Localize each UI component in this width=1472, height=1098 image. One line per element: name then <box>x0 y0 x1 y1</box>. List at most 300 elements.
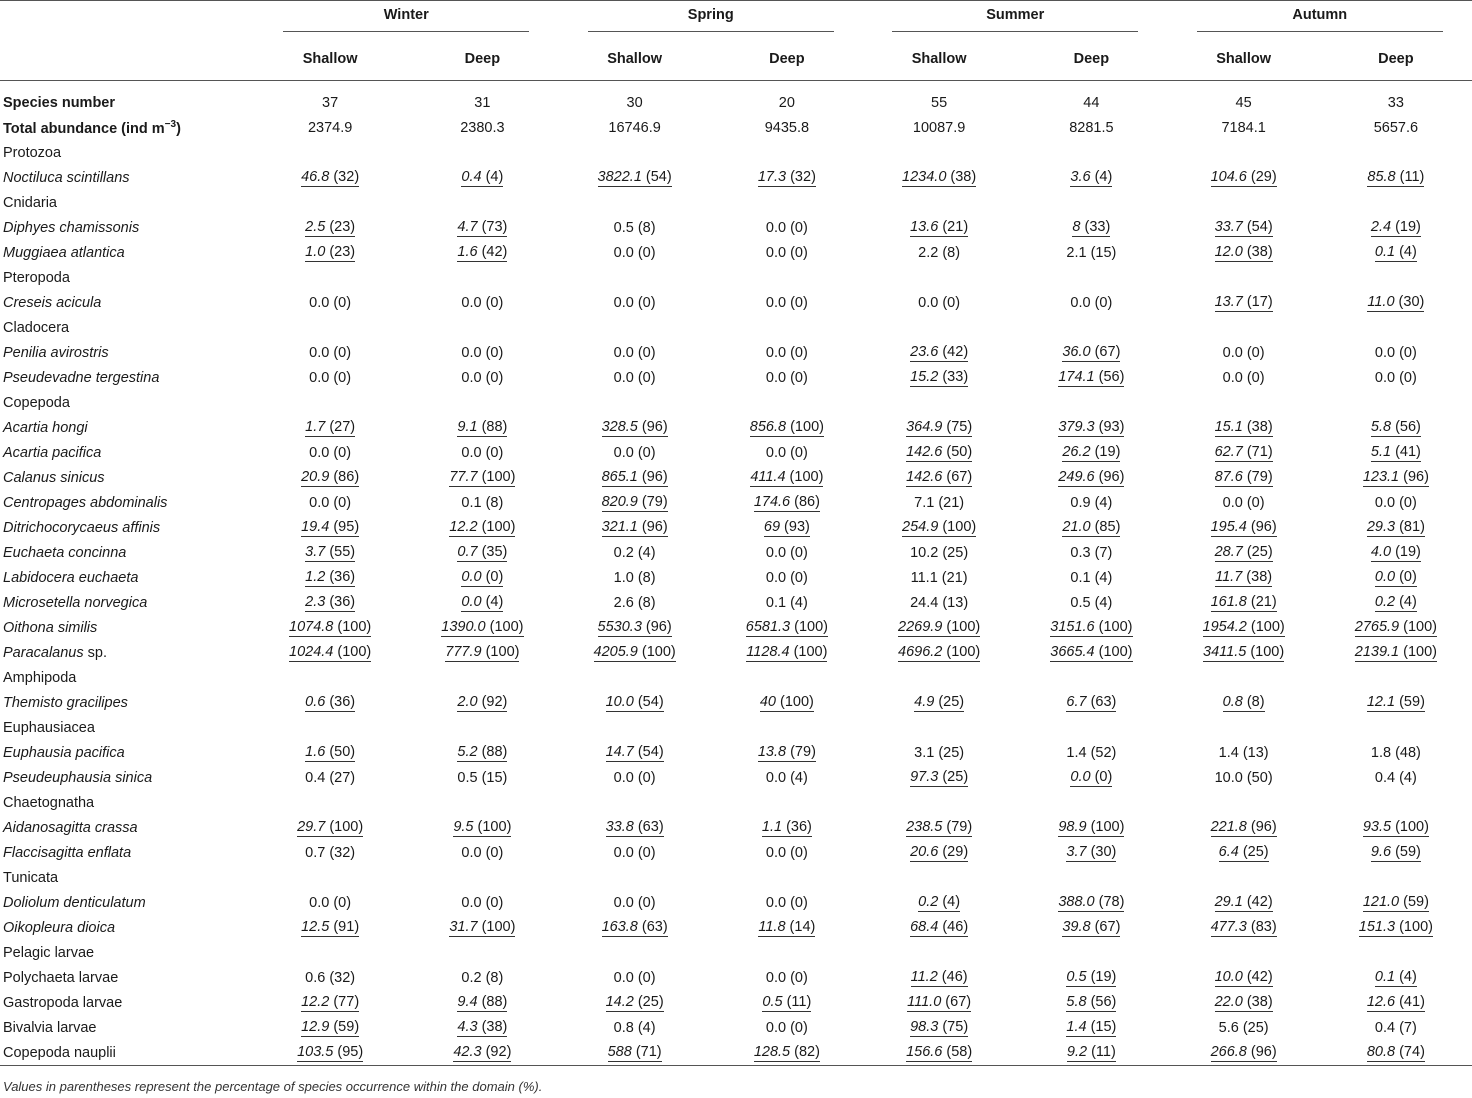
cell-value <box>863 365 1015 390</box>
abundance-value: 161.8 <box>1210 593 1247 610</box>
abundance-value: 14.2 <box>605 993 634 1010</box>
cell-value <box>406 440 558 465</box>
abundance-value: 2765.9 <box>1354 618 1400 635</box>
abundance-value: 2139.1 <box>1354 643 1400 660</box>
cell-value <box>1320 365 1472 390</box>
occurrence-percent: (36) <box>782 818 812 835</box>
row-label: Calanus sinicus <box>3 469 105 486</box>
occurrence-percent: (15) <box>477 769 508 786</box>
cell-value <box>559 515 711 540</box>
cell-value <box>559 615 711 640</box>
occurrence-percent: (38) <box>1242 418 1273 435</box>
cell-value <box>406 290 558 315</box>
species-row <box>0 540 1472 565</box>
cell-value: 16746.9 <box>608 119 661 136</box>
abundance-value: 151.3 <box>1358 918 1396 935</box>
occurrence-percent: (41) <box>1395 993 1425 1010</box>
abundance-value: 31.7 <box>449 918 478 935</box>
occurrence-percent: (14) <box>785 918 816 935</box>
cell-value <box>863 740 1015 765</box>
species-row <box>0 340 1472 365</box>
cell-value <box>559 815 711 840</box>
abundance-value: 7.1 <box>914 494 935 511</box>
cell-value <box>406 340 558 365</box>
occurrence-percent: (71) <box>631 1043 662 1060</box>
abundance-value: 0.8 <box>1222 693 1243 710</box>
cell-value <box>254 1040 406 1066</box>
cell-value <box>1015 690 1167 715</box>
abundance-value: 1.1 <box>761 818 783 835</box>
abundance-value: 2.5 <box>305 218 326 235</box>
cell-value <box>254 165 406 190</box>
abundance-value: 77.7 <box>449 468 478 485</box>
cell-value <box>1320 565 1472 590</box>
occurrence-percent: (4) <box>481 593 504 610</box>
cell-value <box>711 490 863 515</box>
abundance-value: 13.7 <box>1214 293 1243 310</box>
occurrence-percent: (100) <box>477 468 516 485</box>
cell-value <box>1015 415 1167 440</box>
occurrence-percent: (54) <box>633 693 664 710</box>
occurrence-percent: (38) <box>1242 243 1273 260</box>
abundance-value: 0.4 <box>1374 1019 1396 1036</box>
occurrence-percent: (0) <box>481 568 504 585</box>
cell-value <box>559 240 711 265</box>
occurrence-percent: (88) <box>477 418 508 435</box>
abundance-value: 0.4 <box>305 769 326 786</box>
depth-header: Deep <box>769 50 805 67</box>
abundance-value: 0.0 <box>613 294 634 311</box>
cell-value <box>1015 765 1167 790</box>
cell-value <box>254 290 406 315</box>
abundance-value: 4205.9 <box>593 643 638 660</box>
cell-value <box>559 740 711 765</box>
abundance-value: 0.0 <box>461 369 482 386</box>
cell-value: 5657.6 <box>1373 119 1419 136</box>
occurrence-percent: (4) <box>1090 494 1113 511</box>
occurrence-percent: (0) <box>786 544 808 561</box>
abundance-value: 10.2 <box>910 544 939 561</box>
occurrence-percent: (86) <box>329 468 360 485</box>
abundance-value: 87.6 <box>1214 468 1243 485</box>
abundance-value: 4.0 <box>1370 543 1392 560</box>
abundance-value: 0.4 <box>461 168 482 185</box>
cell-value <box>559 840 711 865</box>
row-label: Labidocera euchaeta <box>3 569 139 586</box>
cell-value <box>1320 290 1472 315</box>
cell-value <box>711 515 863 540</box>
abundance-value: 2.4 <box>1370 218 1392 235</box>
group-label: Amphipoda <box>3 669 77 686</box>
cell-value <box>1015 290 1167 315</box>
cell-value <box>863 440 1015 465</box>
cell-value <box>254 240 406 265</box>
abundance-value: 0.0 <box>1222 494 1243 511</box>
abundance-value: 68.4 <box>910 918 939 935</box>
row-label: Polychaeta larvae <box>3 969 119 986</box>
abundance-value: 388.0 <box>1058 893 1095 910</box>
occurrence-percent: (100) <box>786 418 824 435</box>
row-label: Noctiluca scintillans <box>3 169 130 186</box>
abundance-value: 1.8 <box>1370 744 1392 761</box>
cell-value <box>1015 990 1167 1015</box>
occurrence-percent: (100) <box>785 468 824 485</box>
species-row <box>0 765 1472 790</box>
cell-value <box>711 815 863 840</box>
abundance-value: 0.5 <box>1070 594 1091 611</box>
cell-value <box>1015 340 1167 365</box>
cell-value <box>1015 215 1167 240</box>
occurrence-percent: (100) <box>481 643 520 660</box>
occurrence-percent: (35) <box>477 543 508 560</box>
occurrence-percent: (54) <box>641 168 672 185</box>
abundance-value: 0.0 <box>1222 344 1243 361</box>
abundance-value: 103.5 <box>297 1043 334 1060</box>
abundance-value: 23.6 <box>910 343 939 360</box>
cell-value <box>711 1015 863 1040</box>
abundance-value: 0.0 <box>309 369 330 386</box>
abundance-value: 856.8 <box>749 418 787 435</box>
occurrence-percent: (100) <box>789 643 828 660</box>
row-label: Microsetella norvegica <box>3 594 148 611</box>
abundance-value: 0.0 <box>613 844 634 861</box>
cell-value <box>1168 365 1320 390</box>
species-row <box>0 365 1472 390</box>
cell-value <box>863 590 1015 615</box>
abundance-value: 85.8 <box>1367 168 1396 185</box>
abundance-value: 3822.1 <box>597 168 642 185</box>
cell-value <box>863 490 1015 515</box>
occurrence-percent: (19) <box>1391 218 1421 235</box>
abundance-value: 1390.0 <box>441 618 486 635</box>
cell-value <box>406 765 558 790</box>
abundance-value: 1074.8 <box>289 618 334 635</box>
cell-value <box>711 215 863 240</box>
occurrence-percent: (30) <box>1394 293 1425 310</box>
cell-value <box>711 440 863 465</box>
cell-value: 33 <box>1387 94 1404 111</box>
occurrence-percent: (0) <box>633 844 656 861</box>
corner-cell <box>0 1 254 38</box>
abundance-value: 62.7 <box>1214 443 1243 460</box>
cell-value <box>711 290 863 315</box>
abundance-value: 3.7 <box>305 543 326 560</box>
cell-value <box>254 415 406 440</box>
abundance-value: 13.6 <box>910 218 939 235</box>
abundance-value: 0.3 <box>1070 544 1091 561</box>
cell-value <box>559 165 711 190</box>
abundance-value: 0.0 <box>309 344 330 361</box>
abundance-value: 5.2 <box>457 743 478 760</box>
cell-value <box>711 765 863 790</box>
occurrence-percent: (92) <box>481 1043 512 1060</box>
cell-value <box>406 165 558 190</box>
cell-value <box>711 890 863 915</box>
abundance-value: 411.4 <box>750 468 786 485</box>
occurrence-percent: (0) <box>329 369 352 386</box>
abundance-value: 26.2 <box>1062 443 1091 460</box>
abundance-value: 0.0 <box>765 969 787 986</box>
cell-value <box>1320 965 1472 990</box>
abundance-value: 8 <box>1072 218 1081 235</box>
abundance-value: 0.0 <box>309 444 330 461</box>
occurrence-percent: (96) <box>641 618 672 635</box>
cell-value <box>254 840 406 865</box>
cell-value <box>1168 515 1320 540</box>
abundance-value: 3665.4 <box>1050 643 1095 660</box>
cell-value <box>1320 165 1472 190</box>
group-label: Pelagic larvae <box>3 944 95 961</box>
occurrence-percent: (63) <box>1086 693 1117 710</box>
cell-value: 30 <box>626 94 643 111</box>
cell-value <box>559 440 711 465</box>
row-label: Acartia pacifica <box>3 444 102 461</box>
cell-value <box>1015 890 1167 915</box>
occurrence-percent: (0) <box>481 844 504 861</box>
abundance-value: 28.7 <box>1214 543 1243 560</box>
cell-value <box>863 165 1015 190</box>
abundance-value: 1.4 <box>1066 1018 1087 1035</box>
abundance-value: 6.7 <box>1066 693 1087 710</box>
occurrence-percent: (95) <box>329 518 360 535</box>
occurrence-percent: (75) <box>938 1018 969 1035</box>
row-label: Doliolum denticulatum <box>3 894 146 911</box>
row-label: Paracalanus sp. <box>3 644 107 661</box>
depth-header: Shallow <box>302 50 358 67</box>
occurrence-percent: (7) <box>1090 544 1113 561</box>
taxon-group-row <box>0 865 1472 890</box>
cell-value <box>711 415 863 440</box>
group-label: Pteropoda <box>3 269 70 286</box>
abundance-value: 4696.2 <box>898 643 943 660</box>
abundance-value: 11.8 <box>758 918 786 935</box>
cell-value: 55 <box>931 94 948 111</box>
cell-value <box>711 565 863 590</box>
cell-value <box>254 440 406 465</box>
abundance-value: 0.5 <box>1066 968 1087 985</box>
occurrence-percent: (67) <box>941 993 972 1010</box>
depth-header: Deep <box>1073 50 1110 67</box>
occurrence-percent: (100) <box>473 818 512 835</box>
cell-value <box>1168 490 1320 515</box>
abundance-value: 1.2 <box>305 568 326 585</box>
occurrence-percent: (100) <box>333 643 372 660</box>
group-label: Tunicata <box>3 869 59 886</box>
cell-value <box>1015 165 1167 190</box>
cell-value <box>559 690 711 715</box>
occurrence-percent: (8) <box>938 244 961 261</box>
occurrence-percent: (100) <box>942 618 981 635</box>
occurrence-percent: (0) <box>481 294 504 311</box>
occurrence-percent: (0) <box>786 244 808 261</box>
cell-value <box>559 290 711 315</box>
cell-value <box>1320 640 1472 665</box>
occurrence-percent: (4) <box>1090 168 1113 185</box>
occurrence-percent: (38) <box>1242 993 1273 1010</box>
cell-value <box>1168 565 1320 590</box>
abundance-value: 0.0 <box>765 294 787 311</box>
occurrence-percent: (0) <box>481 344 504 361</box>
row-label: Penilia avirostris <box>3 344 109 361</box>
abundance-value: 0.0 <box>765 844 787 861</box>
abundance-value: 0.0 <box>1374 369 1396 386</box>
abundance-value: 820.9 <box>601 493 638 510</box>
row-label: Copepoda nauplii <box>3 1044 116 1061</box>
abundance-value: 11.7 <box>1215 568 1243 585</box>
abundance-value: 4.3 <box>457 1018 478 1035</box>
cell-value <box>863 515 1015 540</box>
species-row <box>0 290 1472 315</box>
cell-value <box>1320 465 1472 490</box>
cell-value <box>254 590 406 615</box>
occurrence-percent: (100) <box>477 518 516 535</box>
cell-value <box>406 615 558 640</box>
cell-value <box>559 490 711 515</box>
occurrence-percent: (25) <box>1238 843 1269 860</box>
occurrence-percent: (95) <box>333 1043 364 1060</box>
abundance-value: 0.1 <box>461 494 482 511</box>
abundance-value: 12.1 <box>1366 693 1396 710</box>
abundance-value: 42.3 <box>453 1043 482 1060</box>
cell-value <box>1320 990 1472 1015</box>
cell-value <box>254 490 406 515</box>
abundance-value: 12.2 <box>301 993 330 1010</box>
occurrence-percent: (0) <box>786 219 808 236</box>
species-row <box>0 615 1472 640</box>
abundance-value: 3.6 <box>1070 168 1091 185</box>
cell-value <box>1168 640 1320 665</box>
abundance-value: 121.0 <box>1362 893 1400 910</box>
abundance-value: 14.7 <box>605 743 634 760</box>
occurrence-percent: (96) <box>1399 468 1429 485</box>
abundance-value: 0.0 <box>765 894 787 911</box>
occurrence-percent: (42) <box>477 243 508 260</box>
cell-value <box>1015 640 1167 665</box>
occurrence-percent: (59) <box>1399 893 1429 910</box>
cell-value <box>1015 540 1167 565</box>
cell-value: 20 <box>778 94 795 111</box>
abundance-value: 0.6 <box>305 969 326 986</box>
depth-header: Deep <box>464 50 501 67</box>
cell-value <box>406 590 558 615</box>
occurrence-percent: (0) <box>481 369 504 386</box>
occurrence-percent: (21) <box>1246 593 1277 610</box>
occurrence-percent: (25) <box>934 744 965 761</box>
table-footnote: Values in parentheses represent the percentage of species occurrence within the domain (%). <box>3 1079 543 1094</box>
occurrence-percent: (0) <box>786 444 808 461</box>
cell-value <box>863 1040 1015 1066</box>
abundance-value: 6581.3 <box>745 618 791 635</box>
cell-value <box>254 740 406 765</box>
occurrence-percent: (25) <box>1242 543 1273 560</box>
cell-value <box>1015 490 1167 515</box>
abundance-value: 20.6 <box>910 843 939 860</box>
occurrence-percent: (79) <box>786 743 816 760</box>
abundance-value: 0.0 <box>765 569 787 586</box>
cell-value <box>406 640 558 665</box>
abundance-value: 1.7 <box>305 418 326 435</box>
cell-value <box>863 240 1015 265</box>
occurrence-percent: (4) <box>1395 968 1417 985</box>
cell-value <box>711 540 863 565</box>
species-row <box>0 840 1472 865</box>
occurrence-percent: (100) <box>1086 818 1125 835</box>
occurrence-percent: (100) <box>333 618 372 635</box>
abundance-value: 142.6 <box>906 468 943 485</box>
abundance-value: 11.1 <box>910 569 938 586</box>
occurrence-percent: (32) <box>786 168 816 185</box>
cell-value <box>863 915 1015 940</box>
abundance-value: 0.0 <box>461 444 482 461</box>
occurrence-percent: (0) <box>633 294 656 311</box>
abundance-value: 11.0 <box>1367 293 1395 310</box>
cell-value <box>254 615 406 640</box>
occurrence-percent: (23) <box>325 218 356 235</box>
cell-value <box>254 515 406 540</box>
abundance-value: 477.3 <box>1210 918 1247 935</box>
cell-value <box>406 965 558 990</box>
cell-value <box>254 765 406 790</box>
occurrence-percent: (100) <box>1094 643 1133 660</box>
cell-value <box>711 590 863 615</box>
occurrence-percent: (55) <box>325 543 356 560</box>
abundance-value: 0.0 <box>765 444 787 461</box>
occurrence-percent: (100) <box>1395 918 1433 935</box>
abundance-value: 0.2 <box>461 969 482 986</box>
cell-value <box>254 540 406 565</box>
group-label: Copepoda <box>3 394 70 411</box>
abundance-value: 0.0 <box>461 593 482 610</box>
cell-value <box>1168 965 1320 990</box>
cell-value <box>406 540 558 565</box>
occurrence-percent: (4) <box>633 544 656 561</box>
cell-value <box>406 465 558 490</box>
cell-value <box>1320 590 1472 615</box>
cell-value <box>863 615 1015 640</box>
taxon-group-row <box>0 790 1472 815</box>
cell-value <box>1168 240 1320 265</box>
cell-value <box>1168 890 1320 915</box>
abundance-value: 1024.4 <box>289 643 334 660</box>
occurrence-percent: (86) <box>790 493 820 510</box>
occurrence-percent: (13) <box>1238 744 1269 761</box>
abundance-value: 588 <box>607 1043 632 1060</box>
abundance-value: 12.5 <box>301 918 330 935</box>
occurrence-percent: (77) <box>329 993 360 1010</box>
taxon-group-row <box>0 390 1472 415</box>
species-row <box>0 415 1472 440</box>
occurrence-percent: (41) <box>1391 443 1421 460</box>
abundance-value: 33.8 <box>605 818 634 835</box>
abundance-value: 24.4 <box>910 594 939 611</box>
cell-value <box>1320 765 1472 790</box>
abundance-value: 1.4 <box>1218 744 1239 761</box>
occurrence-percent: (15) <box>1086 244 1117 261</box>
cell-value <box>406 240 558 265</box>
occurrence-percent: (0) <box>633 344 656 361</box>
cell-value <box>406 215 558 240</box>
abundance-value: 46.8 <box>301 168 330 185</box>
occurrence-percent: (93) <box>780 518 810 535</box>
cell-value <box>1320 215 1472 240</box>
occurrence-percent: (4) <box>1090 594 1113 611</box>
cell-value <box>1320 815 1472 840</box>
row-label: Muggiaea atlantica <box>3 244 125 261</box>
row-label: Bivalvia larvae <box>3 1019 97 1036</box>
abundance-value: 123.1 <box>1362 468 1400 485</box>
abundance-value: 97.3 <box>910 768 939 785</box>
cell-value <box>863 290 1015 315</box>
